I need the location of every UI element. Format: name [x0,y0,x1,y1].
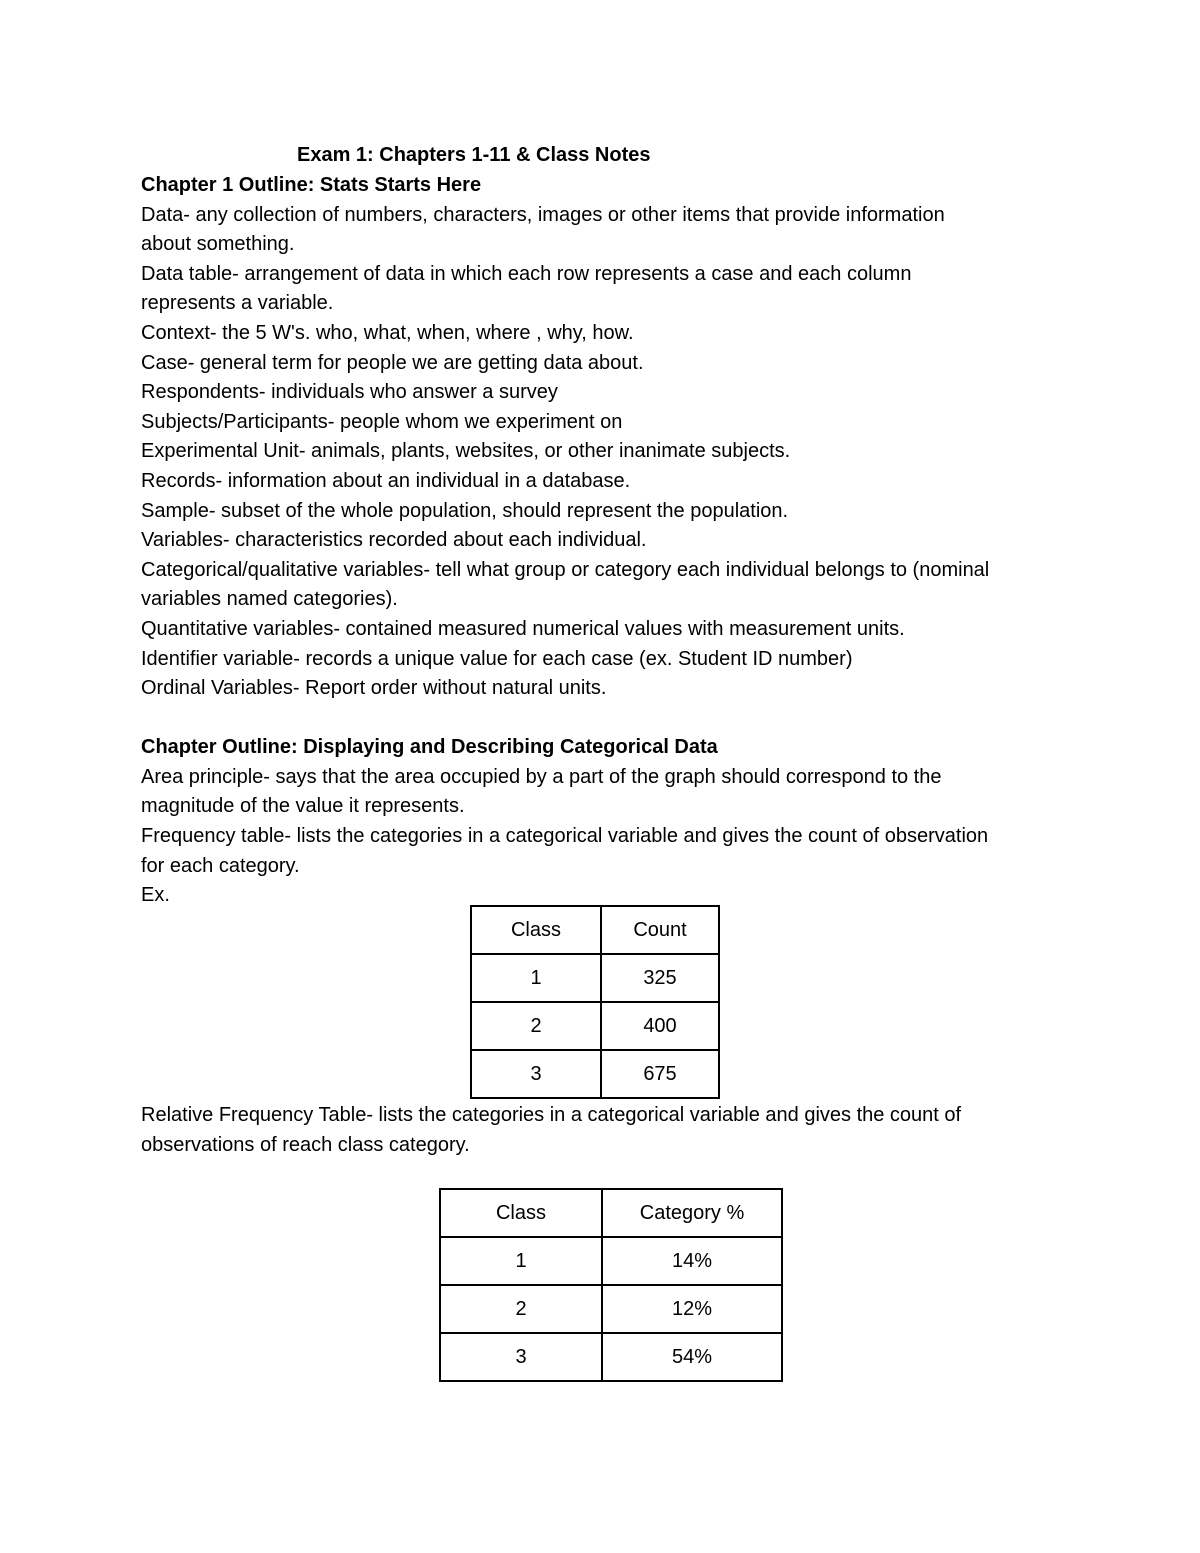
text-line: Quantitative variables- contained measured numerical values with measurement units. [141,617,905,640]
table-cell: 400 [601,1002,719,1050]
relative-frequency-table [439,1188,783,1382]
table-cell: 3 [440,1333,602,1381]
table-cell: 1 [471,954,601,1002]
text-line: Respondents- individuals who answer a survey [141,381,558,404]
table-row [471,1050,719,1098]
table-header-row [440,1189,782,1237]
text-line: Records- information about an individual in a database. [141,469,631,492]
text-line: Frequency table- lists the categories in a categorical variable and gives the count of observation [141,825,989,848]
table-header-cell: Count [601,906,719,954]
table-row [471,1002,719,1050]
text-line: Sample- subset of the whole population, should represent the population. [141,499,789,522]
table-header-cell: Category % [602,1189,782,1237]
frequency-table [470,905,720,1099]
text-line: Ordinal Variables- Report order without natural units. [141,677,607,700]
table-cell: 1 [440,1237,602,1285]
text-line: Subjects/Participants- people whom we experiment on [141,410,623,433]
document-title: Exam 1: Chapters 1-11 & Class Notes [297,144,651,166]
section-heading: Chapter 1 Outline: Stats Starts Here [141,174,482,196]
text-line: Variables- characteristics recorded about each individual. [141,529,647,552]
table-cell: 14% [602,1237,782,1285]
table-row [440,1237,782,1285]
table-cell: 2 [471,1002,601,1050]
text-line: observations of reach class category. [141,1133,470,1156]
table-header-cell: Class [440,1189,602,1237]
text-line: Case- general term for people we are getting data about. [141,351,644,374]
text-line: Relative Frequency Table- lists the categories in a categorical variable and gives the count of [141,1104,962,1126]
section-heading: Chapter Outline: Displaying and Describing Categorical Data [141,736,718,759]
text-line: Ex. [141,884,170,907]
section-chapter-1 [141,171,1071,911]
text-line: Data- any collection of numbers, characters, images or other items that provide information [141,203,945,226]
text-line: magnitude of the value it represents. [141,795,465,818]
text-line: Categorical/qualitative variables- tell what group or category each individual belongs to (nominal [141,558,990,581]
table-cell: 3 [471,1050,601,1098]
table-header-row [471,906,719,954]
table-header-cell: Class [471,906,601,954]
text-line: Context- the 5 W's. who, what, when, where , why, how. [141,321,634,344]
text-line: Identifier variable- records a unique value for each case (ex. Student ID number) [141,647,853,670]
text-line: variables named categories). [141,588,398,611]
text-line: Area principle- says that the area occupied by a part of the graph should correspond to the [141,765,942,788]
text-line: Data table- arrangement of data in which each row represents a case and each column [141,262,912,285]
table-cell: 2 [440,1285,602,1333]
text-line: represents a variable. [141,292,334,315]
text-line: about something. [141,233,295,256]
table-cell: 12% [602,1285,782,1333]
table-cell: 54% [602,1333,782,1381]
text-line: for each category. [141,854,300,877]
table-row [440,1333,782,1381]
table-row [440,1285,782,1333]
text-line: Experimental Unit- animals, plants, websites, or other inanimate subjects. [141,440,791,463]
table-cell: 325 [601,954,719,1002]
table-row [471,954,719,1002]
relative-frequency-description [141,1101,1071,1160]
table-cell: 675 [601,1050,719,1098]
